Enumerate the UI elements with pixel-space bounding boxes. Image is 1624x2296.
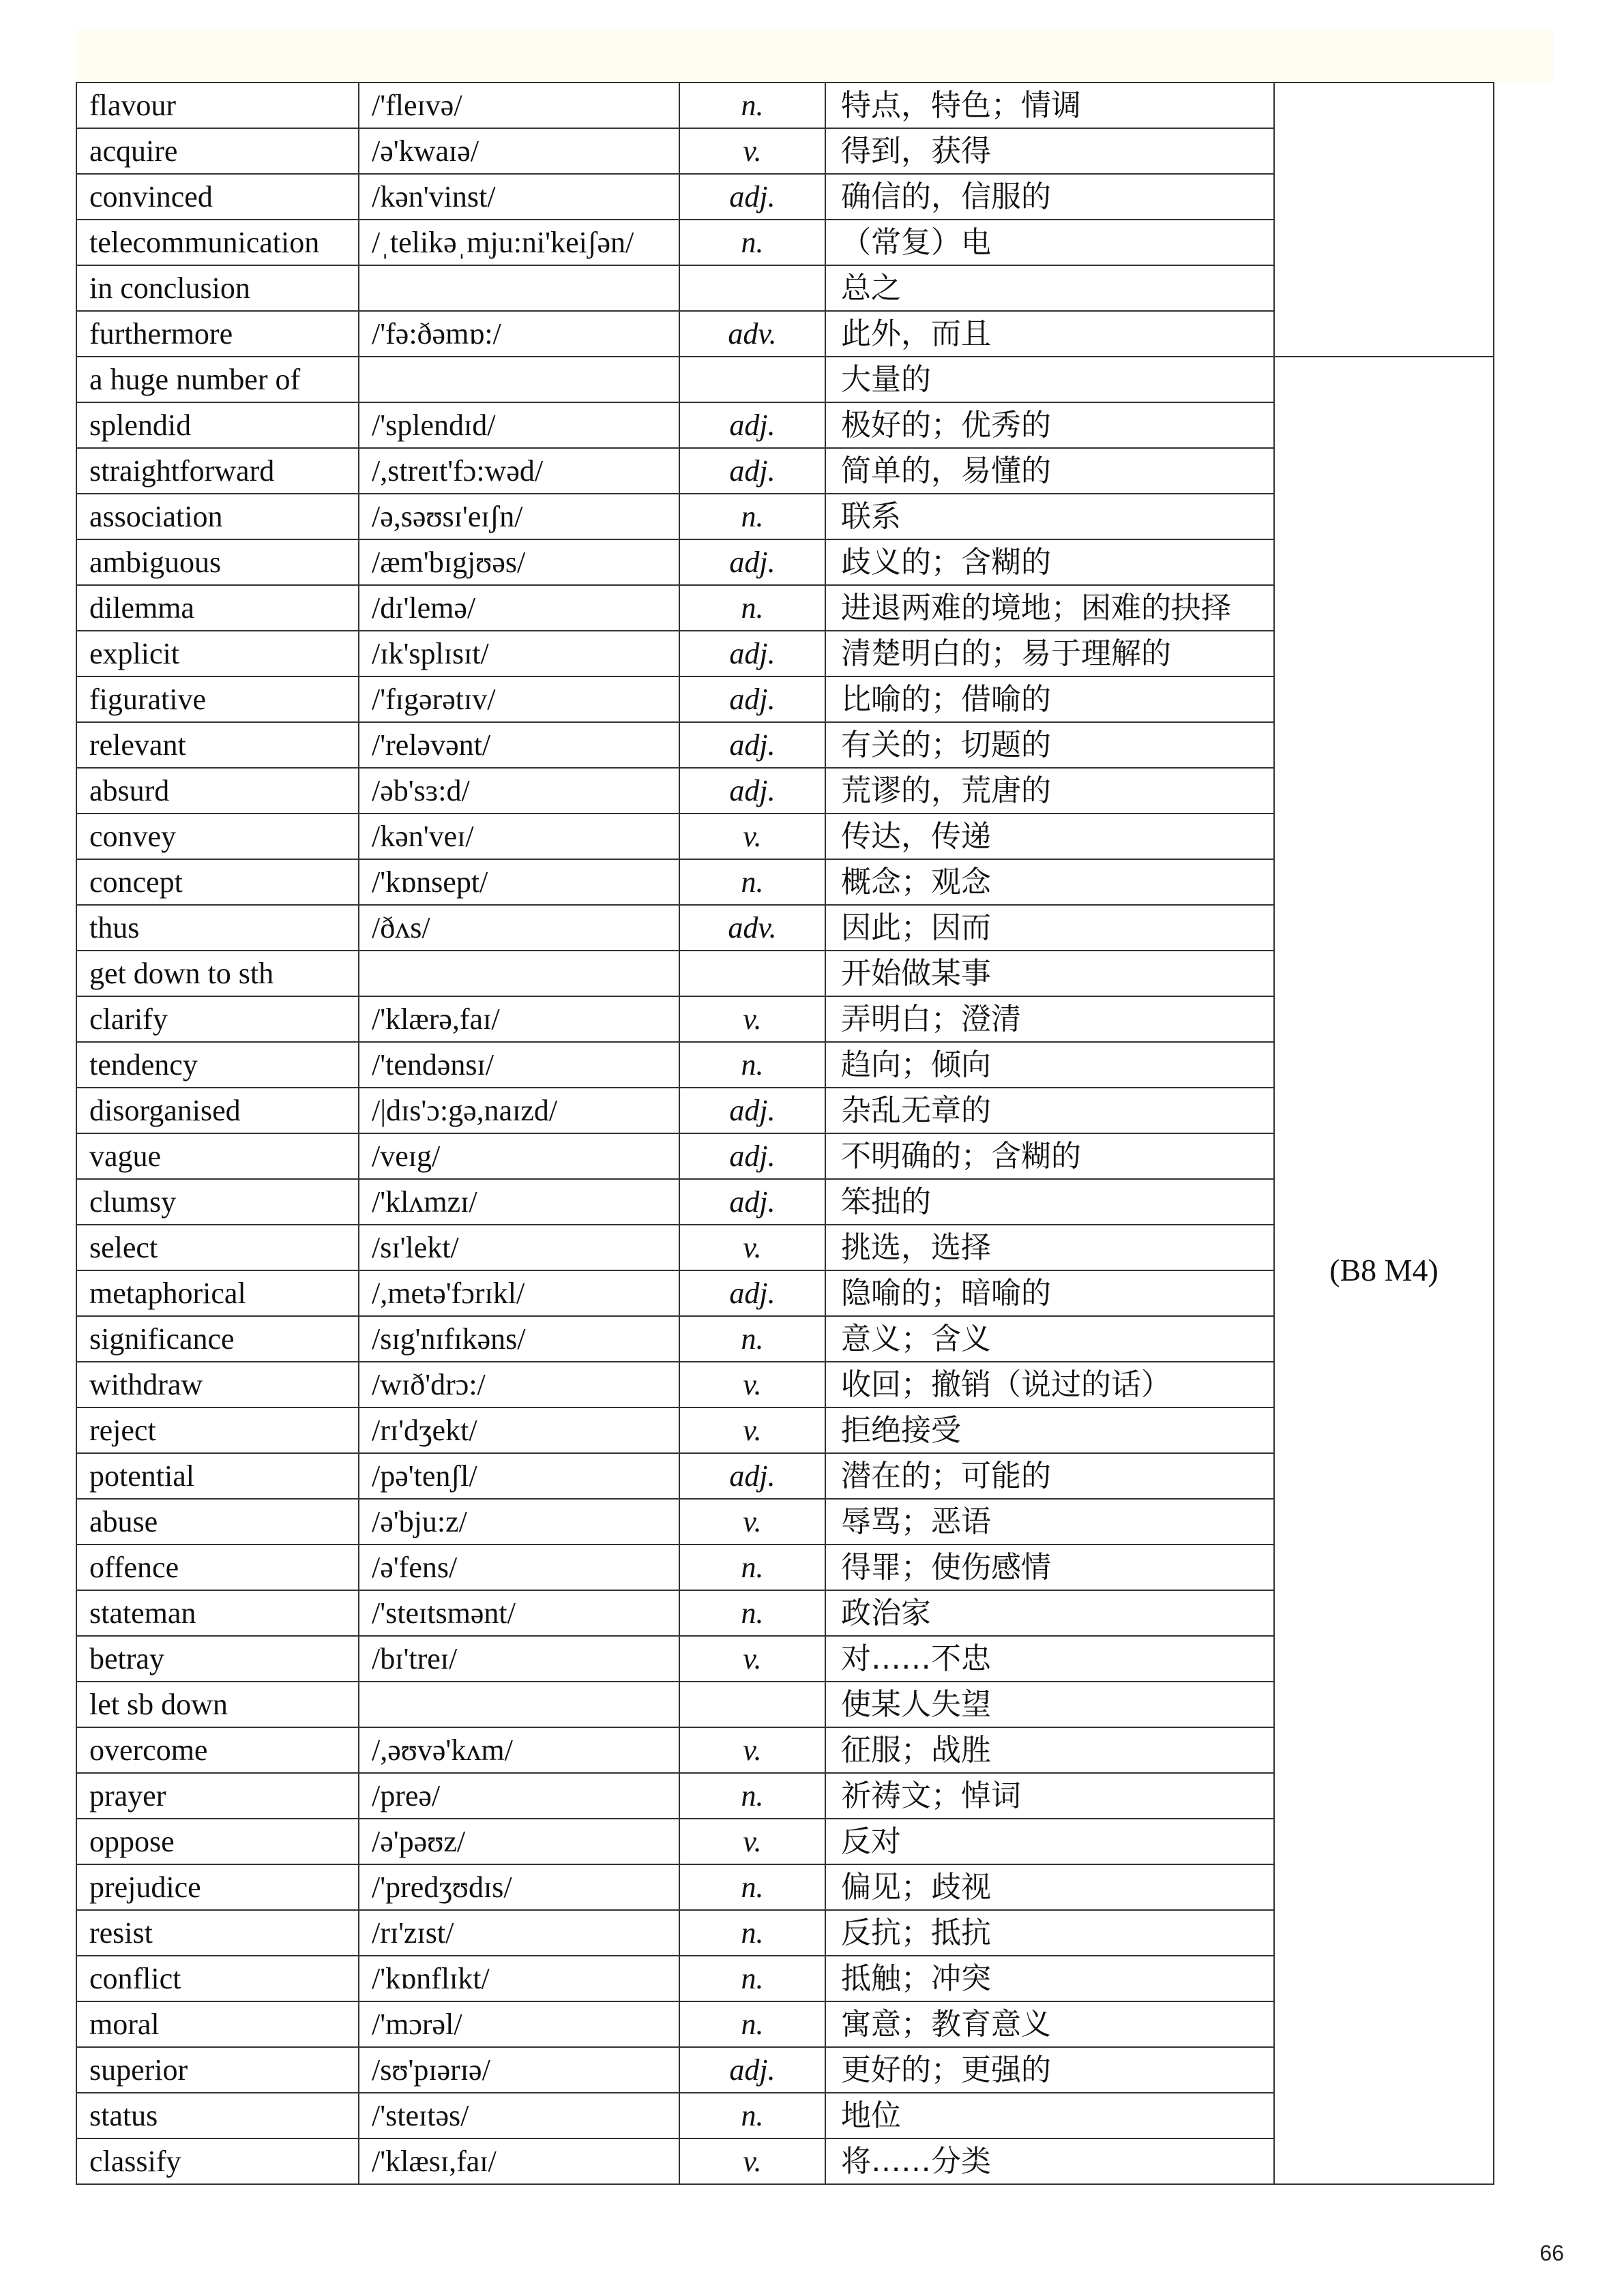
word-cell: withdraw <box>76 1362 359 1407</box>
meaning-cell: 对……不忠 <box>825 1636 1274 1682</box>
unit-label-cell <box>1274 83 1494 357</box>
phonetic-cell: /wɪð'drɔ:/ <box>359 1362 679 1407</box>
phonetic-cell: /sʊ'pɪərɪə/ <box>359 2047 679 2093</box>
part-of-speech-cell: v. <box>679 1727 825 1773</box>
phonetic-cell: /'tendənsɪ/ <box>359 1042 679 1088</box>
part-of-speech-cell: adj. <box>679 174 825 220</box>
meaning-cell: 特点，特色；情调 <box>825 83 1274 128</box>
phonetic-cell: /'klærə,faɪ/ <box>359 996 679 1042</box>
phonetic-cell: /əb'sɜ:d/ <box>359 768 679 814</box>
part-of-speech-cell: n. <box>679 1910 825 1956</box>
meaning-cell: （常复）电 <box>825 220 1274 265</box>
part-of-speech-cell: n. <box>679 1042 825 1088</box>
meaning-cell: 收回；撤销（说过的话） <box>825 1362 1274 1407</box>
meaning-cell: 祈祷文；悼词 <box>825 1773 1274 1819</box>
meaning-cell: 进退两难的境地；困难的抉择 <box>825 585 1274 631</box>
part-of-speech-cell: adj. <box>679 1179 825 1225</box>
phonetic-cell: /ə'pəʊz/ <box>359 1819 679 1864</box>
word-cell: clarify <box>76 996 359 1042</box>
word-cell: let sb down <box>76 1682 359 1727</box>
word-cell: moral <box>76 2001 359 2047</box>
phonetic-cell: /kən'vinst/ <box>359 174 679 220</box>
phonetic-cell: /'fə:ðəmɒ:/ <box>359 311 679 357</box>
part-of-speech-cell: v. <box>679 1499 825 1545</box>
word-cell: telecommunication <box>76 220 359 265</box>
meaning-cell: 使某人失望 <box>825 1682 1274 1727</box>
word-cell: figurative <box>76 676 359 722</box>
part-of-speech-cell: v. <box>679 1225 825 1270</box>
meaning-cell: 确信的，信服的 <box>825 174 1274 220</box>
word-cell: reject <box>76 1407 359 1453</box>
meaning-cell: 比喻的；借喻的 <box>825 676 1274 722</box>
part-of-speech-cell: v. <box>679 814 825 859</box>
part-of-speech-cell: adj. <box>679 1133 825 1179</box>
word-cell: dilemma <box>76 585 359 631</box>
part-of-speech-cell: v. <box>679 996 825 1042</box>
word-cell: status <box>76 2093 359 2138</box>
meaning-cell: 更好的；更强的 <box>825 2047 1274 2093</box>
phonetic-cell: /'klʌmzɪ/ <box>359 1179 679 1225</box>
phonetic-cell: /sɪg'nɪfɪkəns/ <box>359 1316 679 1362</box>
part-of-speech-cell: adj. <box>679 402 825 448</box>
word-cell: prayer <box>76 1773 359 1819</box>
word-cell: superior <box>76 2047 359 2093</box>
meaning-cell: 歧义的；含糊的 <box>825 539 1274 585</box>
part-of-speech-cell: n. <box>679 220 825 265</box>
phonetic-cell: /ə'kwaɪə/ <box>359 128 679 174</box>
meaning-cell: 辱骂；恶语 <box>825 1499 1274 1545</box>
part-of-speech-cell: n. <box>679 1956 825 2001</box>
phonetic-cell: /'mɔrəl/ <box>359 2001 679 2047</box>
part-of-speech-cell <box>679 951 825 996</box>
word-cell: get down to sth <box>76 951 359 996</box>
part-of-speech-cell: n. <box>679 1590 825 1636</box>
part-of-speech-cell: n. <box>679 1316 825 1362</box>
phonetic-cell: /veɪg/ <box>359 1133 679 1179</box>
part-of-speech-cell: adj. <box>679 2047 825 2093</box>
meaning-cell: 寓意；教育意义 <box>825 2001 1274 2047</box>
meaning-cell: 反对 <box>825 1819 1274 1864</box>
word-cell: resist <box>76 1910 359 1956</box>
phonetic-cell: /bɪ'treɪ/ <box>359 1636 679 1682</box>
table-row <box>76 357 1494 402</box>
phonetic-cell <box>359 357 679 402</box>
part-of-speech-cell: v. <box>679 2138 825 2184</box>
word-cell: explicit <box>76 631 359 676</box>
part-of-speech-cell: v. <box>679 1636 825 1682</box>
part-of-speech-cell: n. <box>679 83 825 128</box>
table-row <box>76 83 1494 128</box>
phonetic-cell: /sɪ'lekt/ <box>359 1225 679 1270</box>
meaning-cell: 得到，获得 <box>825 128 1274 174</box>
word-cell: furthermore <box>76 311 359 357</box>
word-cell: ambiguous <box>76 539 359 585</box>
phonetic-cell: /'kɒnsept/ <box>359 859 679 905</box>
part-of-speech-cell: adj. <box>679 448 825 494</box>
word-cell: disorganised <box>76 1088 359 1133</box>
phonetic-cell: /,əʊvə'kʌm/ <box>359 1727 679 1773</box>
word-cell: classify <box>76 2138 359 2184</box>
part-of-speech-cell: v. <box>679 1407 825 1453</box>
part-of-speech-cell <box>679 1682 825 1727</box>
phonetic-cell: /,metə'fɔrɪkl/ <box>359 1270 679 1316</box>
meaning-cell: 总之 <box>825 265 1274 311</box>
part-of-speech-cell: n. <box>679 2093 825 2138</box>
phonetic-cell: /ə'bju:z/ <box>359 1499 679 1545</box>
meaning-cell: 有关的；切题的 <box>825 722 1274 768</box>
word-cell: clumsy <box>76 1179 359 1225</box>
part-of-speech-cell: adj. <box>679 722 825 768</box>
word-cell: flavour <box>76 83 359 128</box>
word-cell: straightforward <box>76 448 359 494</box>
part-of-speech-cell: n. <box>679 1864 825 1910</box>
phonetic-cell: /ɪk'splɪsɪt/ <box>359 631 679 676</box>
meaning-cell: 潜在的；可能的 <box>825 1453 1274 1499</box>
meaning-cell: 偏见；歧视 <box>825 1864 1274 1910</box>
phonetic-cell: /kən'veɪ/ <box>359 814 679 859</box>
word-cell: betray <box>76 1636 359 1682</box>
phonetic-cell: /'kɒnflɪkt/ <box>359 1956 679 2001</box>
part-of-speech-cell: n. <box>679 2001 825 2047</box>
meaning-cell: 清楚明白的；易于理解的 <box>825 631 1274 676</box>
phonetic-cell: /'fɪgərətɪv/ <box>359 676 679 722</box>
phonetic-cell <box>359 951 679 996</box>
part-of-speech-cell: adj. <box>679 539 825 585</box>
phonetic-cell <box>359 265 679 311</box>
part-of-speech-cell: n. <box>679 859 825 905</box>
word-cell: significance <box>76 1316 359 1362</box>
part-of-speech-cell: adj. <box>679 1453 825 1499</box>
word-cell: tendency <box>76 1042 359 1088</box>
meaning-cell: 弄明白；澄清 <box>825 996 1274 1042</box>
meaning-cell: 地位 <box>825 2093 1274 2138</box>
part-of-speech-cell: n. <box>679 494 825 539</box>
word-cell: abuse <box>76 1499 359 1545</box>
phonetic-cell: /ðʌs/ <box>359 905 679 951</box>
word-cell: conflict <box>76 1956 359 2001</box>
meaning-cell: 反抗；抵抗 <box>825 1910 1274 1956</box>
part-of-speech-cell: adv. <box>679 311 825 357</box>
part-of-speech-cell: n. <box>679 1773 825 1819</box>
meaning-cell: 概念；观念 <box>825 859 1274 905</box>
phonetic-cell: /'splendɪd/ <box>359 402 679 448</box>
part-of-speech-cell: adj. <box>679 768 825 814</box>
phonetic-cell <box>359 1682 679 1727</box>
part-of-speech-cell: adj. <box>679 676 825 722</box>
phonetic-cell: /'fleɪvə/ <box>359 83 679 128</box>
meaning-cell: 隐喻的；暗喻的 <box>825 1270 1274 1316</box>
phonetic-cell: /,streɪt'fɔ:wəd/ <box>359 448 679 494</box>
meaning-cell: 杂乱无章的 <box>825 1088 1274 1133</box>
meaning-cell: 联系 <box>825 494 1274 539</box>
phonetic-cell: /'steɪtəs/ <box>359 2093 679 2138</box>
word-cell: absurd <box>76 768 359 814</box>
part-of-speech-cell: v. <box>679 128 825 174</box>
phonetic-cell: /ə'fens/ <box>359 1545 679 1590</box>
meaning-cell: 将……分类 <box>825 2138 1274 2184</box>
vocabulary-table-body <box>76 83 1494 2184</box>
meaning-cell: 趋向；倾向 <box>825 1042 1274 1088</box>
header-band <box>76 30 1553 82</box>
meaning-cell: 征服；战胜 <box>825 1727 1274 1773</box>
part-of-speech-cell: n. <box>679 1545 825 1590</box>
phonetic-cell: /'steɪtsmənt/ <box>359 1590 679 1636</box>
part-of-speech-cell: v. <box>679 1819 825 1864</box>
part-of-speech-cell: adv. <box>679 905 825 951</box>
meaning-cell: 开始做某事 <box>825 951 1274 996</box>
word-cell: select <box>76 1225 359 1270</box>
word-cell: prejudice <box>76 1864 359 1910</box>
vocabulary-table <box>76 82 1494 2185</box>
word-cell: concept <box>76 859 359 905</box>
part-of-speech-cell: adj. <box>679 631 825 676</box>
meaning-cell: 极好的；优秀的 <box>825 402 1274 448</box>
meaning-cell: 大量的 <box>825 357 1274 402</box>
meaning-cell: 抵触；冲突 <box>825 1956 1274 2001</box>
word-cell: oppose <box>76 1819 359 1864</box>
word-cell: in conclusion <box>76 265 359 311</box>
word-cell: splendid <box>76 402 359 448</box>
phonetic-cell: /rɪ'zɪst/ <box>359 1910 679 1956</box>
page-number: 66 <box>1539 2241 1564 2265</box>
word-cell: potential <box>76 1453 359 1499</box>
part-of-speech-cell: adj. <box>679 1088 825 1133</box>
phonetic-cell: /'klæsɪ,faɪ/ <box>359 2138 679 2184</box>
phonetic-cell: /|dɪs'ɔ:gə,naɪzd/ <box>359 1088 679 1133</box>
meaning-cell: 笨拙的 <box>825 1179 1274 1225</box>
meaning-cell: 简单的，易懂的 <box>825 448 1274 494</box>
word-cell: a huge number of <box>76 357 359 402</box>
word-cell: convey <box>76 814 359 859</box>
word-cell: convinced <box>76 174 359 220</box>
word-cell: metaphorical <box>76 1270 359 1316</box>
word-cell: relevant <box>76 722 359 768</box>
word-cell: thus <box>76 905 359 951</box>
part-of-speech-cell <box>679 357 825 402</box>
phonetic-cell: /preə/ <box>359 1773 679 1819</box>
phonetic-cell: /pə'tenʃl/ <box>359 1453 679 1499</box>
phonetic-cell: /ə,səʊsɪ'eɪʃn/ <box>359 494 679 539</box>
word-cell: association <box>76 494 359 539</box>
part-of-speech-cell: v. <box>679 1362 825 1407</box>
phonetic-cell: /æm'bɪgjʊəs/ <box>359 539 679 585</box>
meaning-cell: 得罪；使伤感情 <box>825 1545 1274 1590</box>
word-cell: vague <box>76 1133 359 1179</box>
phonetic-cell: /'reləvənt/ <box>359 722 679 768</box>
meaning-cell: 传达，传递 <box>825 814 1274 859</box>
phonetic-cell: /ˌtelikəˌmju:ni'keiʃən/ <box>359 220 679 265</box>
meaning-cell: 意义；含义 <box>825 1316 1274 1362</box>
word-cell: stateman <box>76 1590 359 1636</box>
part-of-speech-cell: n. <box>679 585 825 631</box>
part-of-speech-cell: adj. <box>679 1270 825 1316</box>
meaning-cell: 挑选，选择 <box>825 1225 1274 1270</box>
phonetic-cell: /rɪ'dʒekt/ <box>359 1407 679 1453</box>
unit-label-cell: (B8 M4) <box>1274 357 1494 2184</box>
word-cell: overcome <box>76 1727 359 1773</box>
phonetic-cell: /dɪ'lemə/ <box>359 585 679 631</box>
part-of-speech-cell <box>679 265 825 311</box>
meaning-cell: 荒谬的，荒唐的 <box>825 768 1274 814</box>
meaning-cell: 不明确的；含糊的 <box>825 1133 1274 1179</box>
meaning-cell: 政治家 <box>825 1590 1274 1636</box>
meaning-cell: 此外，而且 <box>825 311 1274 357</box>
phonetic-cell: /'predʒʊdɪs/ <box>359 1864 679 1910</box>
word-cell: offence <box>76 1545 359 1590</box>
meaning-cell: 拒绝接受 <box>825 1407 1274 1453</box>
word-cell: acquire <box>76 128 359 174</box>
meaning-cell: 因此；因而 <box>825 905 1274 951</box>
